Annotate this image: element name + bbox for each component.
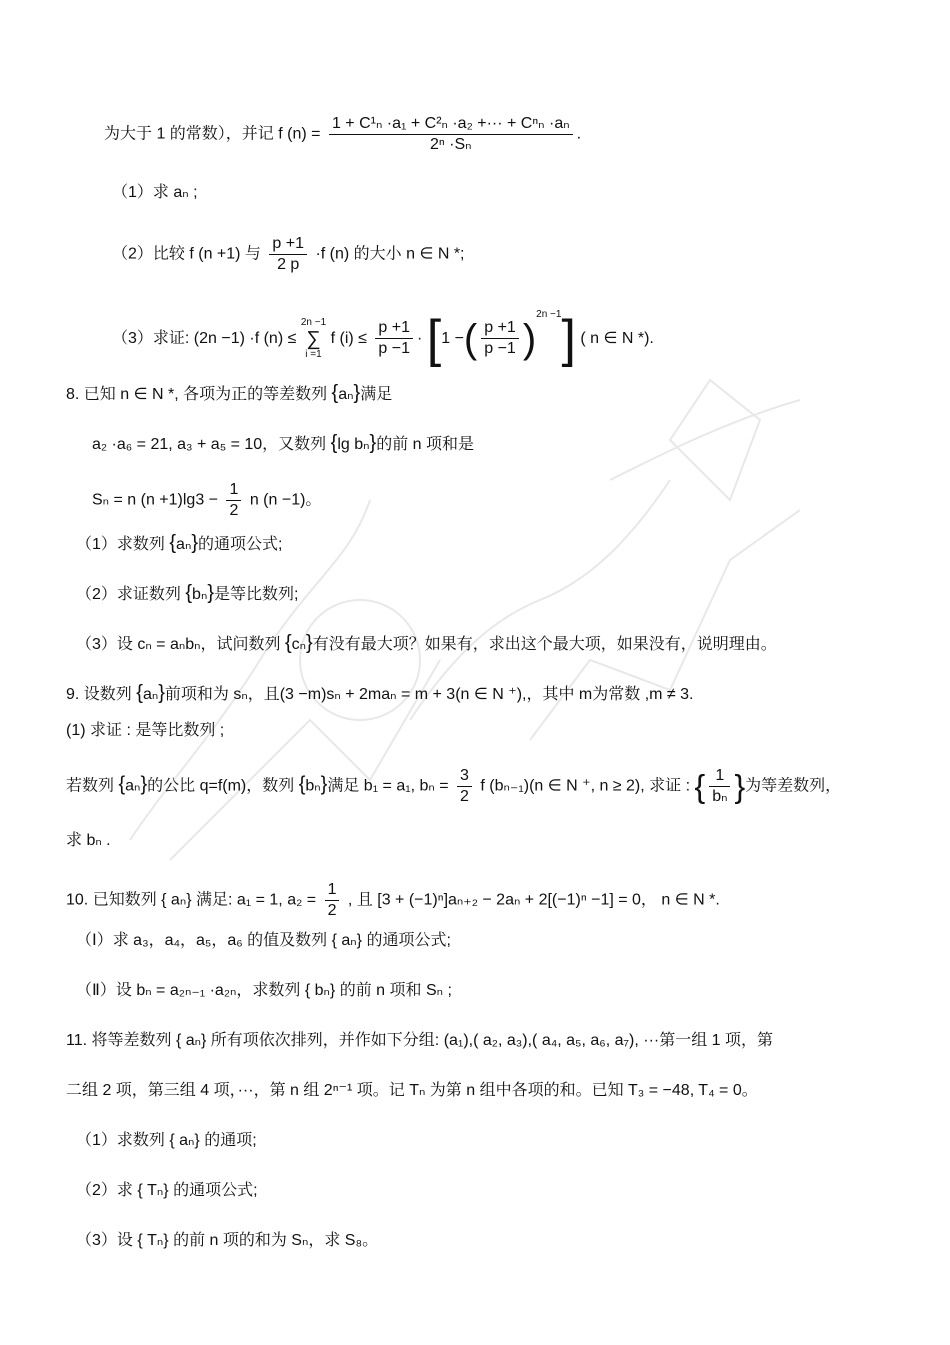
left-bracket-icon: [	[426, 309, 442, 368]
p7-f: f (n) =	[278, 125, 321, 143]
p7-frac-den: 2ⁿ ·Sₙ	[429, 136, 472, 153]
p9-q2-d: f (bₙ₋₁)(n ∈ N ⁺, n ≥ 2), 求证 :	[480, 777, 691, 795]
p9-q2-b: 的公比 q=f(m)，数列	[147, 777, 295, 795]
p7-prefix: 为大于 1 的常数），并记	[104, 125, 274, 143]
p7-q2-a: （2）比较 f (n +1) 与	[112, 245, 261, 263]
p8-line3-num: 1	[226, 480, 241, 501]
p8-line3-fraction	[226, 480, 241, 521]
p7-q3-d: ( n ∈ N *).	[580, 330, 654, 347]
p10-fraction	[325, 880, 340, 921]
p10-den: 2	[327, 902, 337, 919]
p7-q3-a: （3）求证: (2n −1) ·f (n) ≤	[112, 330, 297, 347]
p9-q2-den: 2	[460, 788, 469, 805]
p8-q1-b: 的通项公式;	[198, 536, 283, 553]
right-bracket-icon: ]	[561, 309, 576, 368]
p9-q1: (1) 求证 : 是等比数列 ;	[66, 722, 225, 739]
set-an: aₙ	[338, 386, 354, 403]
p7-q1: （1）求 aₙ ;	[112, 184, 198, 201]
p11-q3: （3）设 { Tₙ} 的前 n 项的和为 Sₙ，求 S₈。	[76, 1232, 379, 1249]
p7-q2-b: ·f (n) 的大小 n ∈ N *;	[315, 245, 465, 263]
p7-q3: （3）求证: (2n −1) ·f (n) ≤ 2n −1 ∑ i =1 f (i) ≤ $\frac{p +1}{p -1}$ · [1 −( $\frac{p +1}{p -1}$ )$^{2n -1}$] ( n ∈ N *).	[112, 309, 654, 368]
sum-bottom: i =1	[305, 348, 322, 360]
set-cn: cₙ	[291, 636, 307, 653]
p9-head-a: 9. 设数列	[66, 686, 132, 703]
p9-q3: 求 bₙ .	[66, 832, 111, 849]
p8-line3-den: 2	[229, 502, 239, 519]
p11-q2: （2）求 { Tₙ} 的通项公式;	[76, 1182, 258, 1199]
set-bn: bₙ	[192, 586, 208, 603]
p7-q2-num: p +1	[269, 234, 307, 255]
p7-q3-num: p +1	[375, 318, 413, 339]
p9-q2-recip-num: 1	[709, 766, 730, 787]
p7-q2	[112, 234, 465, 275]
p8-q1: （1）求数列 {aₙ}的通项公式;	[76, 532, 283, 554]
p8-q3: （3）设 cₙ = aₙbₙ，试问数列 {cₙ}有没有最大项？如果有，求出这个最大项，如果没有，说明理由。	[76, 632, 777, 654]
p7-q3-inner-den: p −1	[484, 340, 516, 358]
p10-head-a: 10. 已知数列 { aₙ} 满足: a₁ = 1, a₂ =	[66, 891, 317, 909]
p7-q2-den: 2 p	[277, 256, 300, 273]
p7-q3-inner-fraction	[481, 318, 519, 359]
p9-q2-fraction	[457, 766, 472, 807]
p9-head-b: 前项和为 sₙ，且(3 −m)sₙ + 2maₙ = m + 3(n ∈ N ⁺),，其中 m为常数 ,m ≠ 3.	[164, 686, 694, 703]
sigma-icon: ∑	[306, 327, 321, 350]
p11-q1: （1）求数列 { aₙ} 的通项;	[76, 1132, 257, 1149]
p8-line2-a: a₂ ·a₆ = 21, a₃ + a₅ = 10，又数列	[92, 436, 327, 453]
p11-line2: 二组 2 项，第三组 4 项，···，第 n 组 2ⁿ⁻¹ 项。记 Tₙ 为第 n 组中各项的和。已知 T₃ = −48, T₄ = 0。	[66, 1082, 758, 1099]
p7-q3-exp: 2n −1	[536, 309, 562, 320]
p9-q2-recip-den: bₙ	[712, 788, 728, 805]
p7-q3-b: f (i) ≤	[330, 330, 367, 347]
p10-head-b: , 且 [3 + (−1)ⁿ]aₙ₊₂ − 2aₙ + 2[(−1)ⁿ −1] = 0， n ∈ N *.	[347, 891, 720, 909]
p8-line2: a₂ ·a₆ = 21, a₃ + a₅ = 10，又数列 {lg bₙ}的前 n 项和是	[92, 432, 474, 454]
p8-line3-b: n (n −1)。	[249, 491, 322, 509]
p7-q3-inner-num: p +1	[481, 318, 519, 339]
p7-fraction	[329, 114, 573, 155]
p7-q3-c: 1 −	[441, 330, 464, 347]
p8-head-b: 满足	[360, 386, 393, 403]
p8-q1-a: （1）求数列	[76, 536, 165, 553]
p8-line2-b: 的前 n 项和是	[376, 436, 474, 453]
right-paren-icon: )	[522, 316, 537, 361]
p8-head-a: 8. 已知 n ∈ N *, 各项为正的等差数列	[66, 386, 328, 403]
p7-q3-sum	[301, 317, 326, 361]
p9-q2-num: 3	[457, 766, 472, 787]
set-an: aₙ	[176, 536, 192, 553]
p10-q1: （Ⅰ）求 a₃，a₄，a₅，a₆ 的值及数列 { aₙ} 的通项公式;	[76, 932, 451, 949]
p8-q2-a: （2）求证数列	[76, 586, 181, 603]
p8-q2: （2）求证数列 {bₙ}是等比数列;	[76, 582, 299, 604]
p11-head: 11. 将等差数列 { aₙ} 所有项依次排列，并作如下分组: (a₁),( a₂, a₃),( a₄, a₅, a₆, a₇), ···第一组 1 项，第	[66, 1032, 774, 1049]
set-an: aₙ	[125, 777, 141, 795]
left-paren-icon: (	[463, 316, 478, 361]
p9-head: 9. 设数列 {aₙ}前项和为 sₙ，且(3 −m)sₙ + 2maₙ = m + 3(n ∈ N ⁺),，其中 m为常数 ,m ≠ 3.	[66, 682, 694, 704]
sum-top: 2n −1	[300, 316, 327, 328]
p9-q2-e: 为等差数列，	[745, 777, 842, 795]
p8-q2-b: 是等比数列;	[214, 586, 299, 603]
p7-frac-num: 1 + C¹ₙ ·a₁ + C²ₙ ·a₂ +··· + Cⁿₙ ·aₙ	[329, 114, 573, 135]
p8-head: 8. 已知 n ∈ N *, 各项为正的等差数列 {aₙ}满足	[66, 382, 393, 404]
p8-q3-b: 有没有最大项？如果有，求出这个最大项，如果没有，说明理由。	[312, 636, 777, 653]
p10-q2: （Ⅱ）设 bₙ = a₂ₙ₋₁ ·a₂ₙ，求数列 { bₙ} 的前 n 项和 Sₙ ;	[76, 982, 452, 999]
set-lgbn: lg bₙ	[337, 436, 370, 453]
p7-intro: 为大于 1 的常数），并记 f (n) = $\frac{\text{1 + C¹ₙ ·a₁ + C²ₙ ·a₂ +··· + Cⁿₙ ·aₙ}}{\text{2ⁿ ·Sₙ}}$ .	[104, 115, 582, 153]
p9-q2: 若数列 {aₙ}的公比 q=f(m)，数列 {bₙ}满足 b₁ = a₁, bₙ = $\frac{3}{2}$ f (bₙ₋₁)(n ∈ N ⁺, n ≥ 2), 求证 : { $\frac{1}{\text{bₙ}}$ }为等差数列，	[66, 767, 842, 805]
p7-q2-fraction	[269, 234, 307, 275]
p7-q3-fraction	[375, 318, 413, 359]
set-an: aₙ	[142, 686, 159, 703]
p9-q2-a: 若数列	[66, 777, 115, 795]
p8-q3-a: （3）设 cₙ = aₙbₙ，试问数列	[76, 636, 281, 653]
p10-num: 1	[325, 880, 340, 901]
p9-q2-c: 满足 b₁ = a₁, bₙ =	[327, 777, 449, 795]
p7-q3-den: p −1	[378, 340, 410, 358]
p10-head	[66, 880, 720, 921]
set-bn: bₙ	[305, 777, 321, 795]
p9-q2-recip	[709, 766, 730, 807]
p8-line3	[92, 480, 321, 521]
p8-line3-a: Sₙ = n (n +1)lg3 −	[92, 491, 219, 509]
